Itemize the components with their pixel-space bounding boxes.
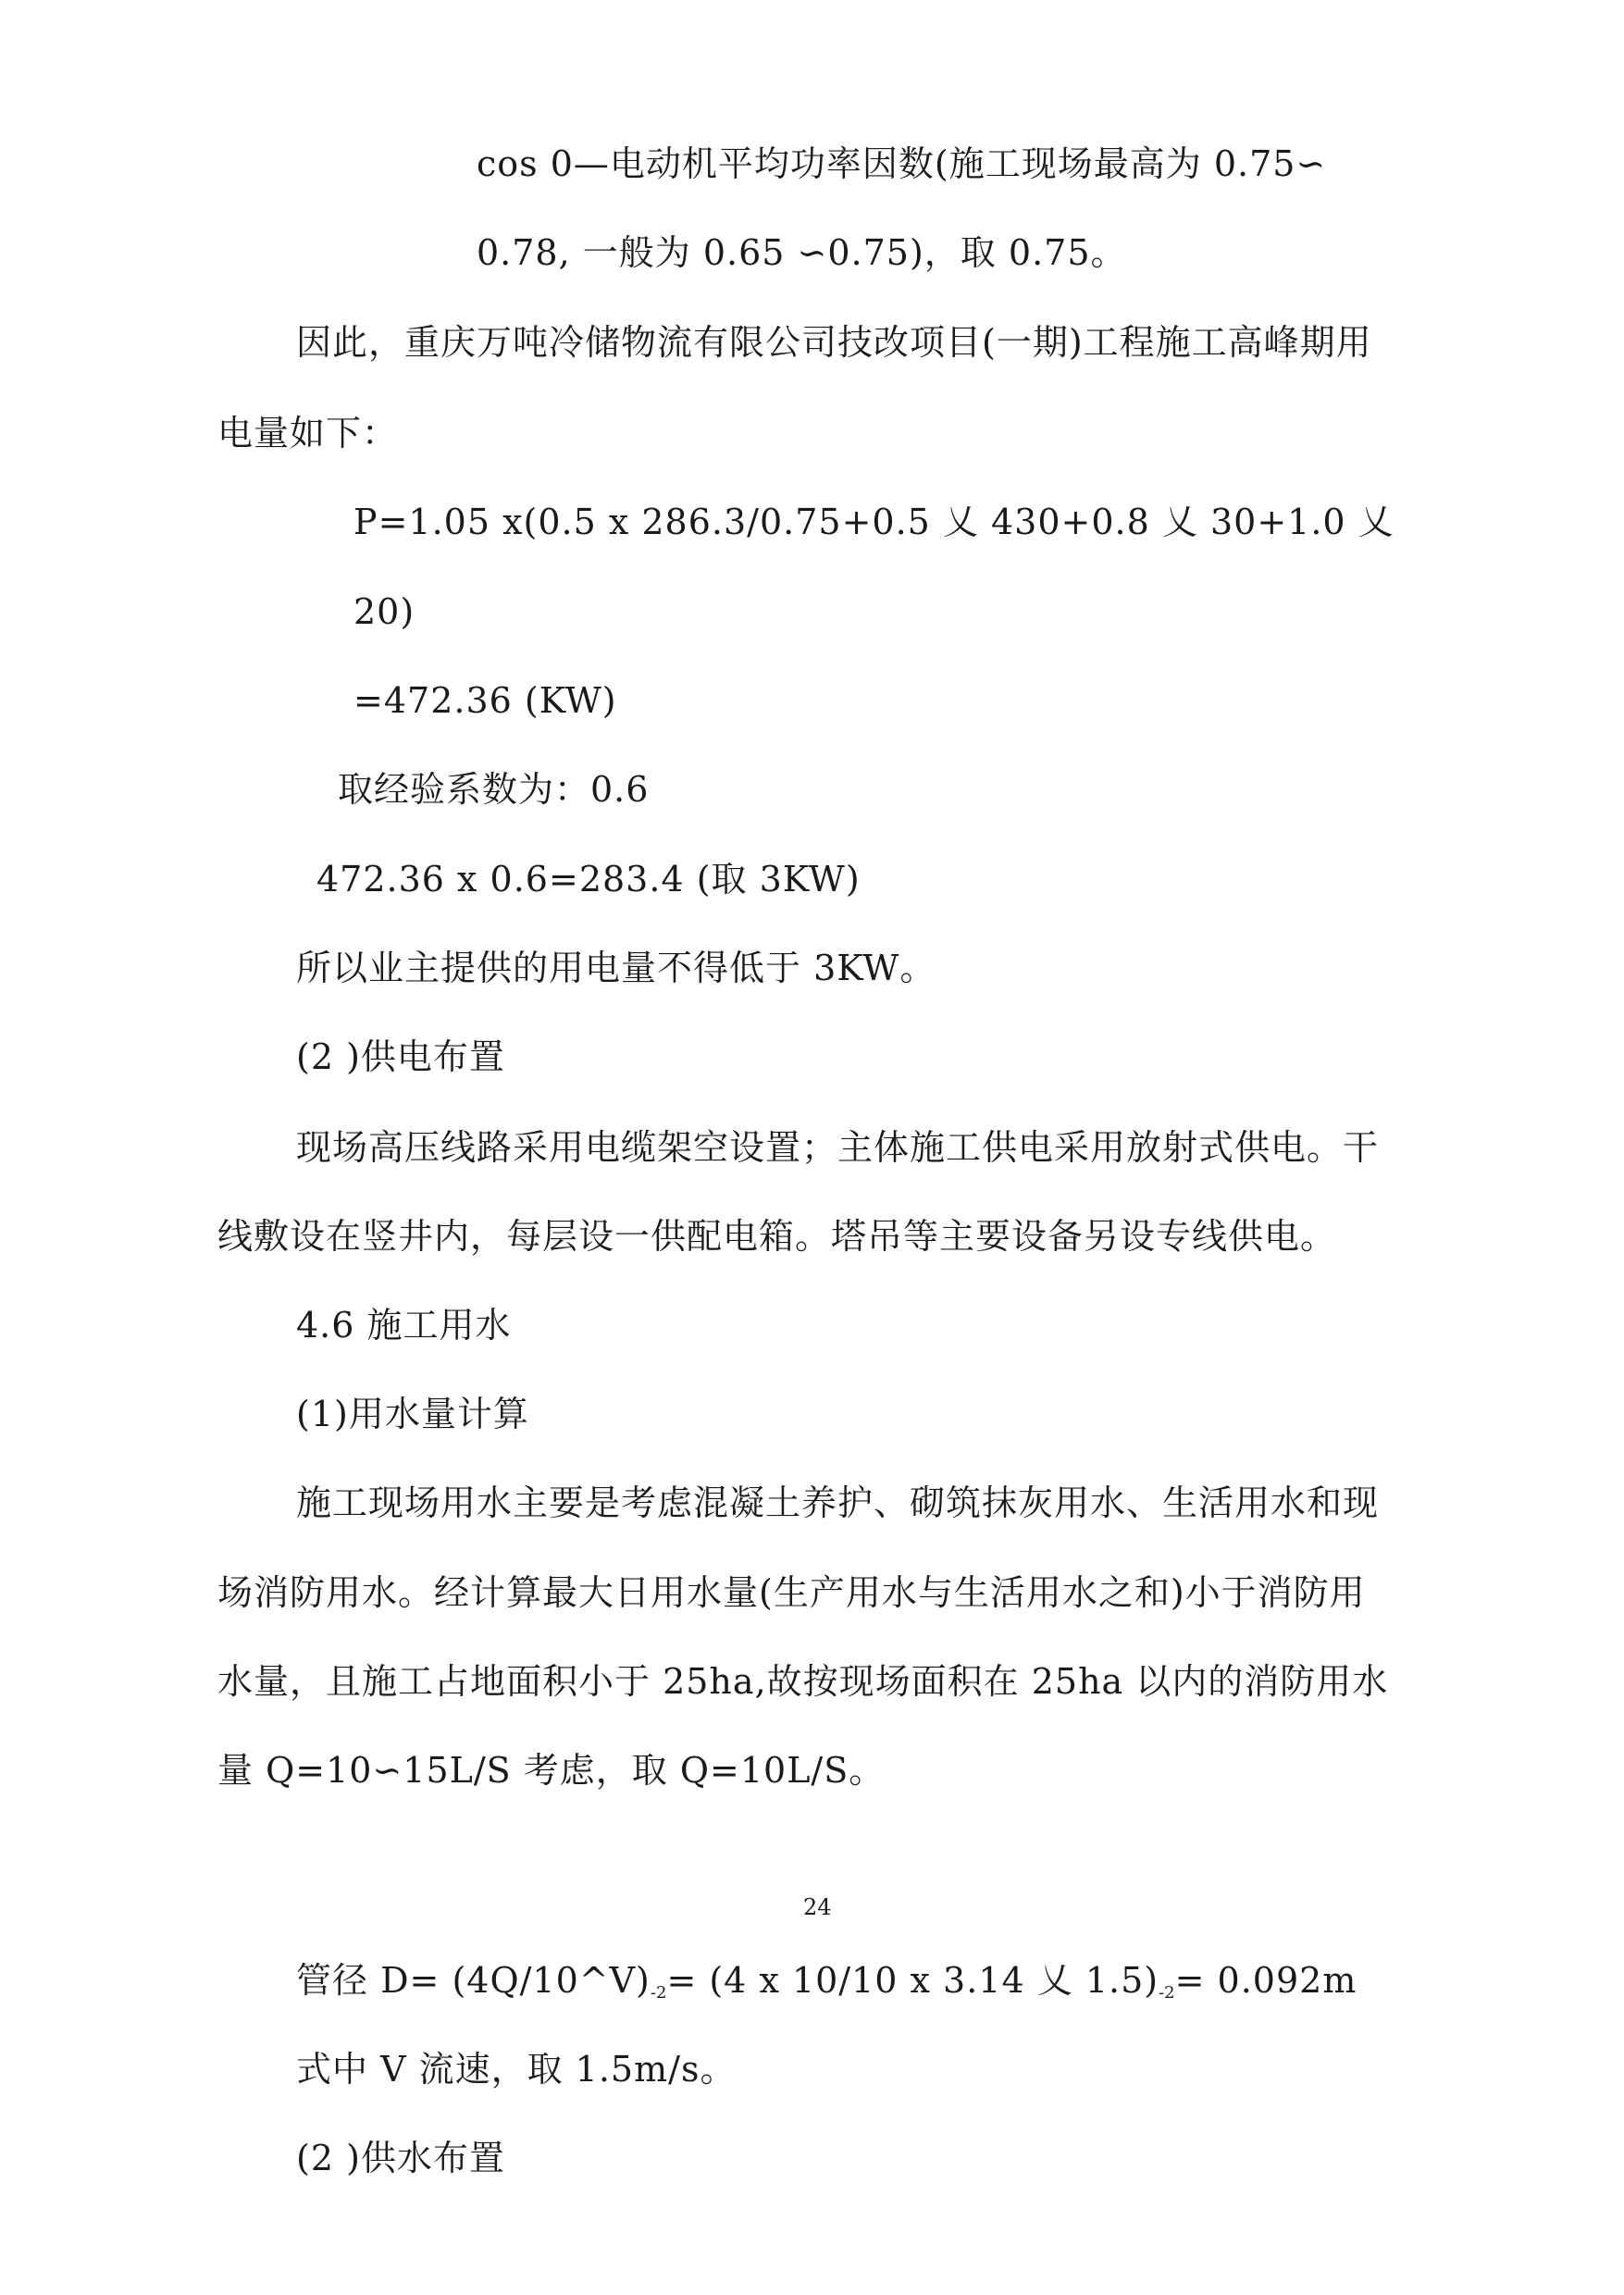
- paragraph-line: 现场高压线路采用电缆架空设置；主体施工供电采用放射式供电。干: [296, 1127, 1380, 1168]
- section-heading: 4.6 施工用水: [296, 1305, 512, 1346]
- formula-part: 管径 D= (4Q/10^V): [296, 1960, 651, 2001]
- pipe-diameter-formula: [296, 1960, 1357, 2014]
- paragraph-line: 施工现场用水主要是考虑混凝土养护、砌筑抹灰用水、生活用水和现: [296, 1482, 1380, 1523]
- paragraph-line: 场消防用水。经计算最大日用水量(生产用水与生活用水之和)小于消防用: [217, 1572, 1366, 1613]
- paragraph-line: 所以业主提供的用电量不得低于 3KW。: [296, 948, 936, 988]
- paragraph-line: 电量如下：: [217, 413, 399, 453]
- formula-part: = 0.092m: [1174, 1960, 1357, 2001]
- text-line: cos 0—电动机平均功率因数(施工现场最高为 0.75∽: [477, 143, 1327, 184]
- page-number: 24: [803, 1894, 832, 1920]
- paragraph-line: 因此，重庆万吨冷储物流有限公司技改项目(一期)工程施工高峰期用: [296, 322, 1372, 363]
- paragraph-line: 线敷设在竖井内，每层设一供配电箱。塔吊等主要设备另设专线供电。: [217, 1216, 1337, 1257]
- section-heading: (2 )供水布置: [296, 2138, 505, 2178]
- text-line: 0.78, 一般为 0.65 ∽0.75)，取 0.75。: [477, 232, 1127, 273]
- formula-result: =472.36 (KW): [353, 680, 617, 721]
- section-heading: (1)用水量计算: [296, 1394, 529, 1434]
- text-line: 取经验系数为：0.6: [338, 769, 650, 810]
- formula-subscript: -2: [1159, 1983, 1175, 2003]
- text-line: 式中 V 流速，取 1.5m/s。: [296, 2049, 737, 2090]
- formula-subscript: -2: [650, 1983, 667, 2003]
- formula-line: 20): [353, 591, 415, 632]
- paragraph-line: 量 Q=10∽15L/S 考虑，取 Q=10L/S。: [217, 1750, 886, 1791]
- formula-line: 472.36 x 0.6=283.4 (取 3KW): [316, 859, 861, 899]
- formula-line: P=1.05 x(0.5 x 286.3/0.75+0.5 乂 430+0.8 乂 30+1.0 乂: [353, 502, 1395, 542]
- paragraph-line: 水量，且施工占地面积小于 25ha,故按现场面积在 25ha 以内的消防用水: [217, 1661, 1389, 1702]
- formula-part: = (4 x 10/10 x 3.14 乂 1.5): [666, 1960, 1159, 2001]
- section-heading: (2 )供电布置: [296, 1036, 505, 1077]
